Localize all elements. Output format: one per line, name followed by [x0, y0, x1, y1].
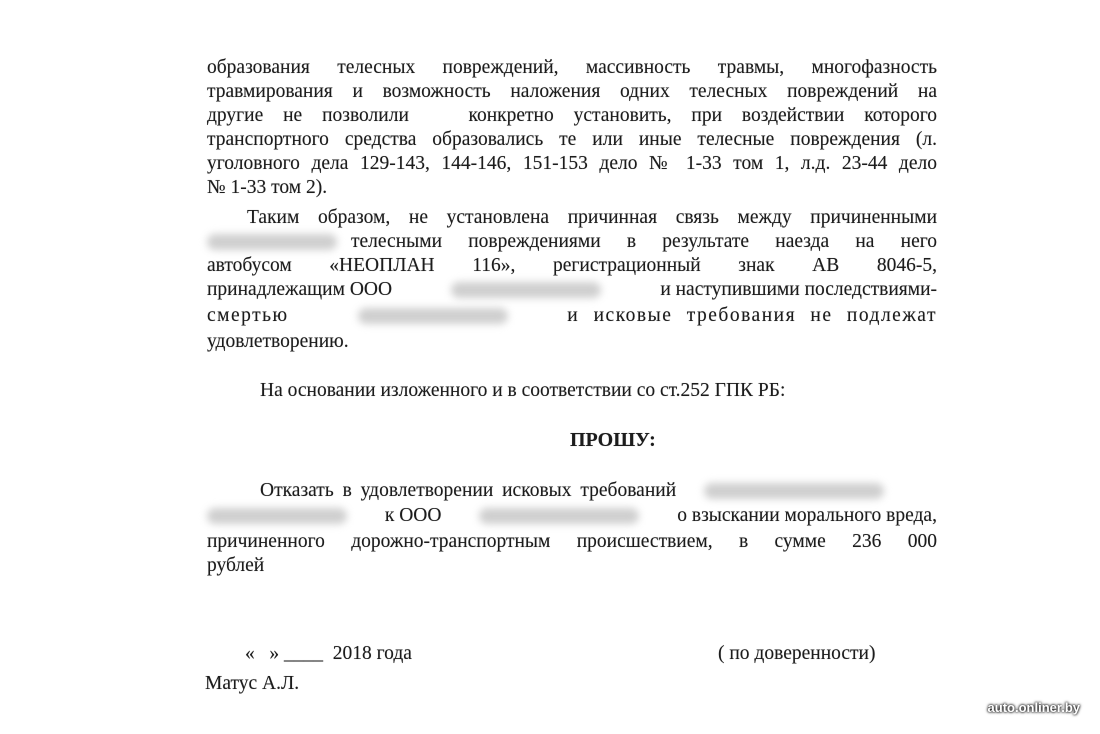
text-fragment: и наступившими последствиями-	[660, 279, 937, 300]
signer-name: Матус А.Л.	[205, 673, 300, 694]
text-fragment: о взыскании морального вреда,	[677, 505, 937, 526]
text-line: причиненного дорожно-транспортным происшествием, в сумме 236 000	[207, 531, 937, 552]
text-line: образования телесных повреждений, массивность травмы, многофазность	[207, 57, 937, 78]
text-line-with-redaction	[260, 479, 937, 503]
text-line: травмирования и возможность наложения одних телесных повреждений на	[207, 81, 937, 102]
redacted-name	[207, 234, 337, 250]
text-fragment: принадлежащим ООО	[207, 279, 393, 300]
redacted-company	[479, 508, 639, 524]
proxy-note: ( по доверенности)	[718, 643, 876, 664]
redacted-name	[704, 483, 884, 499]
text-line: Таким образом, не установлена причинная связь между причиненными	[247, 207, 937, 228]
date-line: « » ____ 2018 года	[245, 643, 412, 664]
text-fragment: смертью	[207, 305, 289, 326]
text-line: рублей	[207, 555, 265, 576]
text-line: другие не позволили конкретно установить, при воздействии которого	[207, 105, 937, 126]
text-line: транспортного средства образовались те или иные телесные повреждения (л.	[207, 129, 937, 150]
basis-line: На основании изложенного и в соответствии со ст.252 ГПК РБ:	[260, 380, 786, 401]
source-watermark: auto.onliner.by	[987, 700, 1080, 715]
text-fragment: к ООО	[384, 505, 442, 526]
text-line-with-redaction	[207, 504, 937, 528]
text-line: уголовного дела 129-143, 144-146, 151-153 дело № 1-33 том 1, л.д. 23-44 дело	[207, 153, 937, 174]
text-fragment: и исковые требования не подлежат	[567, 305, 937, 326]
text-line: удовлетворению.	[207, 331, 349, 352]
redacted-name	[358, 308, 508, 324]
redacted-company	[451, 282, 601, 298]
text-fragment: Отказать в удовлетворении исковых требований	[260, 480, 677, 501]
text-line-with-redaction	[207, 304, 937, 328]
text-fragment: телесными повреждениями в результате наезда на него	[351, 231, 937, 252]
text-line-with-redaction	[207, 230, 937, 254]
text-line: № 1-33 том 2).	[207, 177, 328, 198]
text-line-with-redaction	[207, 278, 937, 302]
redacted-name	[207, 508, 347, 524]
text-line: автобусом «НЕОПЛАН 116», регистрационный знак АВ 8046-5,	[207, 255, 937, 276]
document-heading: ПРОШУ:	[570, 429, 656, 451]
